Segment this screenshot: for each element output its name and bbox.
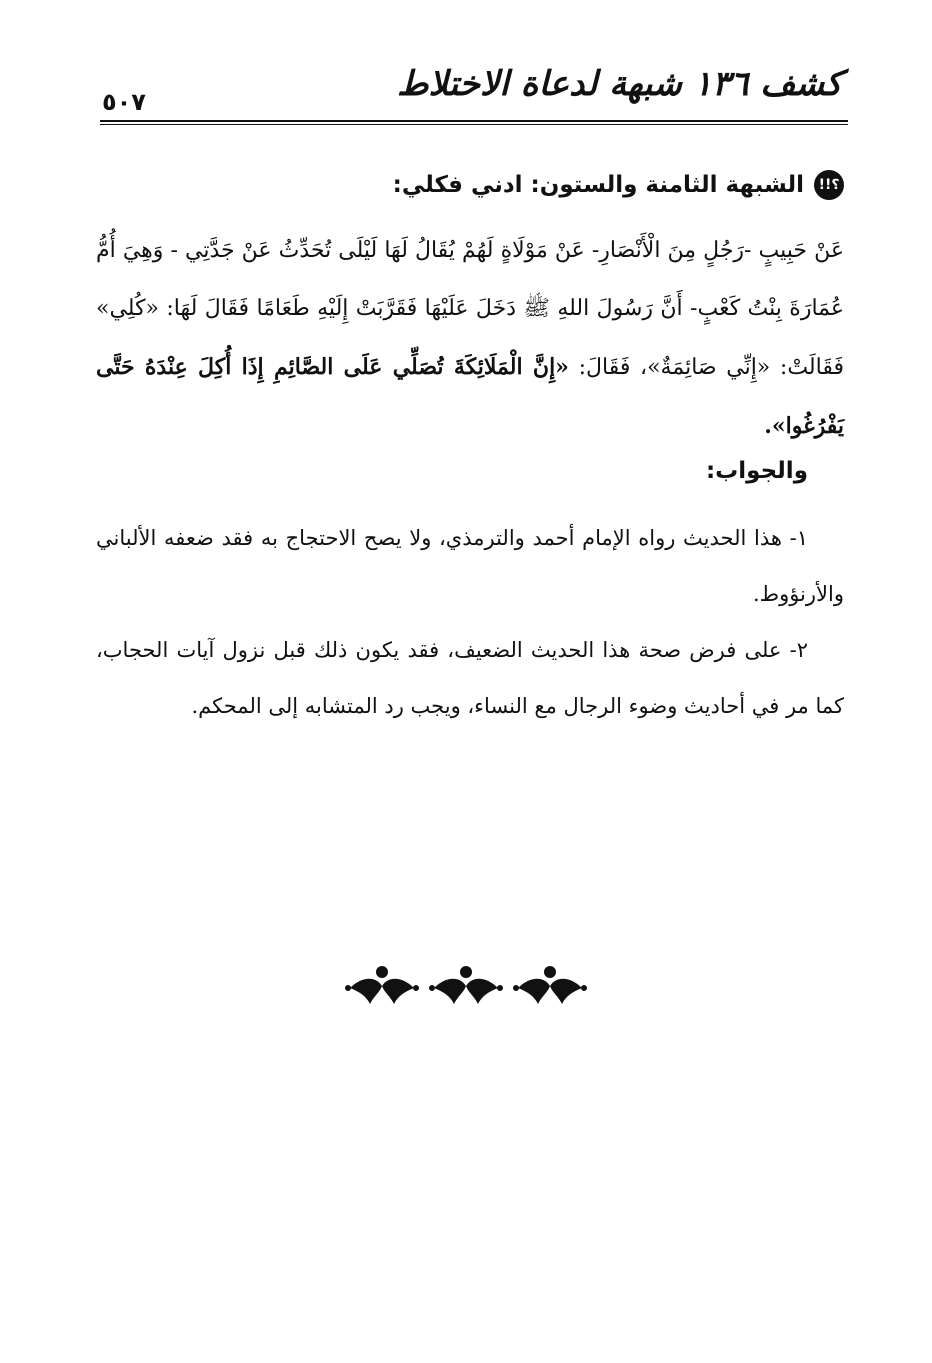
- exclamation-badge-icon: ؟!!: [814, 170, 844, 200]
- running-header-title: كشف ١٣٦ شبهة لدعاة الاختلاط: [396, 64, 842, 104]
- answer-point-1: ١- هذا الحديث رواه الإمام أحمد والترمذي، ولا يصح الاحتجاج به فقد ضعفه الألباني والأرنؤوط.: [96, 526, 844, 606]
- section-heading: [100, 170, 844, 200]
- answer-point-2: ٢- على فرض صحة هذا الحديث الضعيف، فقد يكون ذلك قبل نزول آيات الحجاب، كما مر في أحاديث وضوء الرجال مع النساء، ويجب رد المتشابه إلى المحكم.: [96, 638, 844, 718]
- hadith-paragraph: [96, 222, 844, 456]
- header-rule: [100, 120, 848, 125]
- floral-ornament-icon: [340, 962, 590, 1012]
- section-title: الشبهة الثامنة والستون: ادني فكلي:: [392, 172, 804, 198]
- page-number: ٥٠٧: [102, 88, 146, 116]
- hadith-quote: «إِنَّ الْمَلَائِكَةَ تُصَلِّي عَلَى الصَّائِمِ إِذَا أُكِلَ عِنْدَهُ حَتَّى يَفْرُغُوا».: [96, 354, 844, 439]
- answer-label: والجواب:: [705, 458, 808, 484]
- hadith-narration: عَنْ حَبِيبٍ -رَجُلٍ مِنَ الْأَنْصَارِ- عَنْ مَوْلَاةٍ لَهُمْ يُقَالُ لَهَا لَيْلَى تُحَدِّثُ عَنْ جَدَّتِي - وَهِيَ أُمُّ عُمَارَةَ بِنْتُ كَعْبٍ- أَنَّ رَسُولَ اللهِ ﷺ دَخَلَ عَلَيْهَا فَقَرَّبَتْ إِلَيْهِ طَعَامًا فَقَالَ لَهَا: «كُلِي» فَقَالَتْ: «إِنِّي صَائِمَةٌ»، فَقَالَ:: [96, 238, 844, 380]
